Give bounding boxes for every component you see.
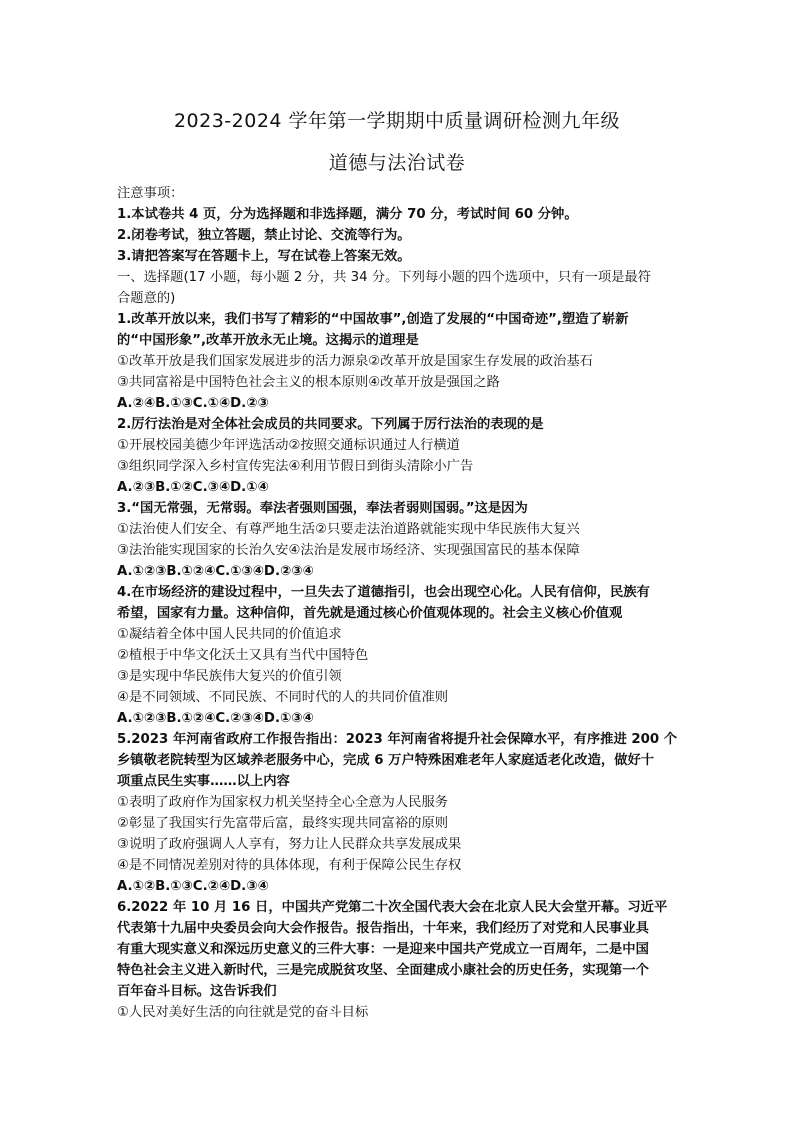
question-5-options: A.①②B.①③C.②④D.③④ (117, 879, 269, 894)
question-1-stem: 的“中国形象”,改革开放永无止境。这揭示的道理是 (117, 333, 419, 348)
question-1-stem: 1.改革开放以来，我们书写了精彩的“中国故事”,创造了发展的“中国奇迹”,塑造了崭新 (117, 312, 629, 327)
question-2-item: ①开展校园美德少年评选活动②按照交通标识通过人行横道 (117, 438, 460, 453)
question-3-stem: 3.“国无常强，无常弱。奉法者强则国强，奉法者弱则国弱。”这是因为 (117, 501, 528, 516)
question-5-stem: 项重点民生实事……以上内容 (117, 774, 290, 789)
question-3-options: A.①②③B.①②④C.①③④D.②③④ (117, 564, 314, 579)
question-3-item: ①法治使人们安全、有尊严地生活②只要走法治道路就能实现中华民族伟大复兴 (117, 522, 580, 537)
question-5-stem: 乡镇敬老院转型为区域养老服务中心，完成 6 万户特殊困难老年人家庭适老化改造，做好十 (117, 753, 655, 768)
question-1-item: ③共同富裕是中国特色社会主义的根本原则④改革开放是强国之路 (117, 375, 500, 390)
section-heading: 一、选择题(17 小题，每小题 2 分，共 34 分。下列每小题的四个选项中，只有一项是最符 (117, 270, 652, 285)
question-3-item: ③法治能实现国家的长治久安④法治是发展市场经济、实现强国富民的基本保障 (117, 543, 580, 558)
question-2-item: ③组织同学深入乡村宣传宪法④利用节假日到街头清除小广告 (117, 459, 474, 474)
exam-subtitle: 道德与法治试卷 (328, 152, 466, 174)
question-6-stem: 百年奋斗目标。这告诉我们 (117, 984, 277, 999)
section-heading-cont: 合题意的) (117, 291, 176, 306)
question-6-stem: 代表第十九届中央委员会向大会作报告。报告指出，十年来，我们经历了对党和人民事业具 (117, 921, 649, 936)
question-5-item: ①表明了政府作为国家权力机关坚持全心全意为人民服务 (117, 795, 449, 810)
notice-heading: 注意事项： (117, 186, 184, 201)
question-4-stem: 希望，国家有力量。这种信仰，首先就是通过核心价值观体现的。社会主义核心价值观 (117, 606, 623, 621)
question-6-stem: 6.2022 年 10 月 16 日，中国共产党第二十次全国代表大会在北京人民大会堂开幕。习近平 (117, 900, 668, 915)
question-6-item: ①人民对美好生活的向往就是党的奋斗目标 (117, 1005, 369, 1020)
question-6-stem: 特色社会主义进入新时代，三是完成脱贫攻坚、全面建成小康社会的历史任务，实现第一个 (117, 963, 649, 978)
notice-item: 3.请把答案写在答题卡上，写在试卷上答案无效。 (117, 249, 411, 264)
question-5-item: ④是不同情况差别对待的具体体现，有利于保障公民生存权 (117, 858, 462, 873)
question-6-stem: 有重大现实意义和深远历史意义的三件大事：一是迎来中国共产党成立一百周年，二是中国 (117, 942, 649, 957)
question-2-options: A.②③B.①②C.③④D.①④ (117, 480, 269, 495)
question-2-stem: 2.厉行法治是对全体社会成员的共同要求。下列属于厉行法治的表现的是 (117, 417, 544, 432)
question-4-item: ③是实现中华民族伟大复兴的价值引领 (117, 669, 342, 684)
notice-item: 1.本试卷共 4 页，分为选择题和非选择题，满分 70 分，考试时间 60 分钟。 (117, 207, 578, 222)
question-4-item: ④是不同领域、不同民族、不同时代的人的共同价值准则 (117, 690, 449, 705)
question-4-options: A.①②③B.①②④C.②③④D.①③④ (117, 711, 314, 726)
exam-body (117, 183, 679, 1023)
question-5-item: ②彰显了我国实行先富带后富，最终实现共同富裕的原则 (117, 816, 449, 831)
question-1-item: ①改革开放是我们国家发展进步的活力源泉②改革开放是国家生存发展的政治基石 (117, 354, 593, 369)
question-4-item: ①凝结着全体中国人民共同的价值追求 (117, 627, 342, 642)
question-1-options: A.②④B.①③C.①④D.②③ (117, 396, 269, 411)
question-4-item: ②植根于中华文化沃土又具有当代中国特色 (117, 648, 369, 663)
exam-title: 2023-2024 学年第一学期期中质量调研检测九年级 (173, 110, 621, 132)
question-5-item: ③说明了政府强调人人享有，努力让人民群众共享发展成果 (117, 837, 462, 852)
notice-item: 2.闭卷考试，独立答题，禁止讨论、交流等行为。 (117, 228, 411, 243)
question-5-stem: 5.2023 年河南省政府工作报告指出：2023 年河南省将提升社会保障水平，有序推进 200 个 (117, 732, 678, 747)
question-4-stem: 4.在市场经济的建设过程中，一旦失去了道德指引，也会出现空心化。人民有信仰，民族有 (117, 585, 650, 600)
